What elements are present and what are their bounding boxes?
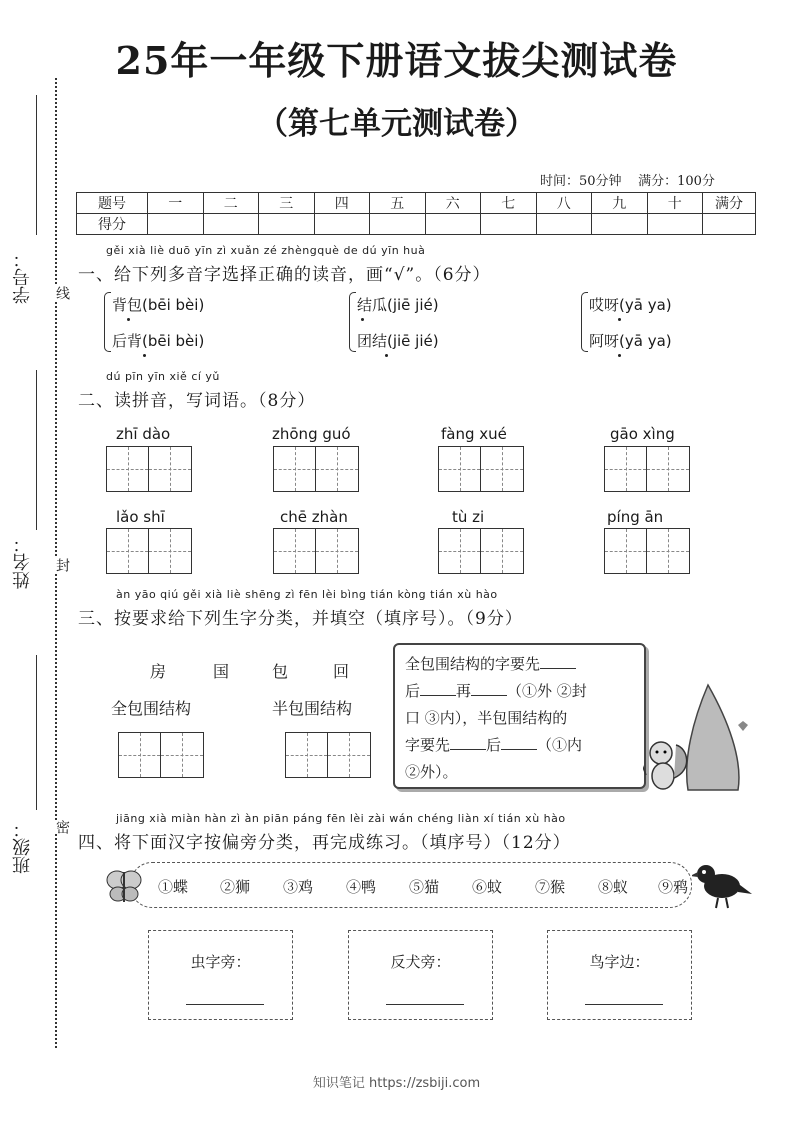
pinyin-word: chē zhàn	[280, 508, 348, 526]
table-cell: 一	[148, 193, 204, 214]
table-cell: 十	[647, 193, 703, 214]
xuehao-line	[36, 95, 37, 235]
fill-text: 全包围结构的字要先	[405, 655, 541, 673]
category-box-bird	[547, 930, 692, 1020]
tree-squirrel-illustration	[643, 680, 753, 800]
writing-grid[interactable]	[604, 446, 690, 492]
label-full-enclosure: 全包围结构	[111, 699, 192, 718]
page-title: 25年一年级下册语文拔尖测试卷	[115, 38, 678, 83]
writing-grid[interactable]	[106, 528, 192, 574]
q3-pinyin: àn yāo qiú gěi xià liè shēng zì fēn lèi bìng tián kòng tián xù hào	[116, 588, 498, 601]
q2-title: 二、读拼音，写词语。（8分）	[78, 391, 316, 411]
q1-group-1	[112, 287, 204, 359]
score-input-cell[interactable]	[703, 214, 756, 235]
polyphone-item[interactable]: 背包(bēi bèi)	[112, 296, 205, 314]
emphasis-dot	[143, 354, 146, 357]
seal-xian: 线	[54, 286, 70, 300]
char-item: ③鸡	[283, 878, 314, 896]
banji-label: 班级：	[12, 820, 33, 874]
score-table-header-row	[77, 193, 756, 214]
blank-input[interactable]	[420, 679, 456, 696]
char-item: ⑦猴	[535, 878, 566, 896]
blank-input[interactable]	[540, 652, 576, 669]
q3-char: 包	[272, 662, 289, 681]
writing-grid[interactable]	[273, 528, 359, 574]
xingming-label: 姓名：	[12, 535, 33, 589]
polyphone-item[interactable]: 后背(bēi bèi)	[112, 332, 205, 350]
pinyin-word: tù zi	[452, 508, 485, 526]
q1-pinyin: gěi xià liè duō yīn zì xuǎn zé zhèngquè de dú yīn huà	[106, 244, 426, 257]
q1-group-2	[357, 287, 439, 359]
score-input-cell[interactable]	[536, 214, 592, 235]
q1-brace	[349, 292, 356, 352]
emphasis-dot	[618, 354, 621, 357]
q4-title: 四、将下面汉字按偏旁分类，再完成练习。（填序号）（12分）	[78, 833, 571, 853]
table-cell: 得分	[77, 214, 148, 235]
pinyin-word: lǎo shī	[116, 508, 165, 526]
q3-title: 三、按要求给下列生字分类，并填空（填序号）。（9分）	[78, 609, 523, 629]
seal-feng: 封	[54, 558, 70, 572]
writing-grid[interactable]	[438, 528, 524, 574]
fill-text: （①内	[537, 736, 583, 754]
emphasis-dot	[618, 318, 621, 321]
char-item: ④鸭	[346, 878, 377, 896]
pinyin-word: zhōng guó	[272, 425, 351, 443]
pinyin-word: zhī dào	[116, 425, 171, 443]
table-cell: 六	[425, 193, 481, 214]
score-input-cell[interactable]	[647, 214, 703, 235]
fill-text: 后	[486, 736, 502, 754]
fill-text: ②外）。	[405, 763, 458, 781]
table-cell: 题号	[77, 193, 148, 214]
char-item: ⑤猫	[409, 878, 440, 896]
banji-line	[36, 655, 37, 810]
q1-brace	[581, 292, 588, 352]
fill-text: 再	[456, 682, 472, 700]
answer-line[interactable]	[585, 1004, 663, 1005]
table-cell: 三	[259, 193, 315, 214]
blank-input[interactable]	[501, 733, 537, 750]
q3-char: 国	[213, 662, 230, 681]
answer-line[interactable]	[186, 1004, 264, 1005]
fill-text: 后	[405, 682, 421, 700]
fill-text: 口 ③内），半包围结构的	[405, 709, 568, 727]
polyphone-item[interactable]: 阿呀(yā ya)	[589, 332, 672, 350]
table-cell: 七	[481, 193, 537, 214]
category-box-insect	[148, 930, 293, 1020]
score-input-cell[interactable]	[259, 214, 315, 235]
pinyin-word: píng ān	[607, 508, 664, 526]
xuehao-label: 学号：	[12, 250, 33, 304]
char-item: ⑧蚁	[598, 878, 629, 896]
char-item: ⑨鸦	[658, 878, 689, 896]
fill-text: （①外 ②封	[507, 682, 587, 700]
emphasis-dot	[361, 318, 364, 321]
time-info: 时间：50分钟 满分：100分	[540, 174, 715, 189]
blank-input[interactable]	[471, 679, 507, 696]
answer-line[interactable]	[386, 1004, 464, 1005]
writing-grid[interactable]	[604, 528, 690, 574]
score-table	[76, 192, 756, 235]
polyphone-item[interactable]: 团结(jiē jié)	[357, 332, 439, 350]
polyphone-item[interactable]: 哎呀(yā ya)	[589, 296, 672, 314]
fill-text: 字要先	[405, 736, 451, 754]
score-input-cell[interactable]	[148, 214, 204, 235]
writing-grid[interactable]	[106, 446, 192, 492]
char-item: ②狮	[220, 878, 251, 896]
q1-group-3	[589, 287, 672, 359]
polyphone-item[interactable]: 结瓜(jiē jié)	[357, 296, 439, 314]
category-label: 虫字旁：	[190, 953, 251, 971]
char-item: ⑥蚊	[472, 878, 503, 896]
fill-blank-box	[393, 643, 646, 789]
crow-icon	[692, 856, 754, 910]
q4-pinyin: jiāng xià miàn hàn zì àn piān páng fēn lèi zài wán chéng liàn xí tián xù hào	[116, 812, 566, 825]
footer-watermark: 知识笔记 https://zsbiji.com	[312, 1076, 481, 1091]
char-item: ①蝶	[158, 878, 189, 896]
pinyin-word: fàng xué	[441, 425, 507, 443]
emphasis-dot	[127, 318, 130, 321]
writing-grid[interactable]	[273, 446, 359, 492]
score-input-cell[interactable]	[370, 214, 426, 235]
label-half-enclosure: 半包围结构	[272, 699, 353, 718]
emphasis-dot	[385, 354, 388, 357]
pinyin-word: gāo xìng	[610, 425, 675, 443]
score-input-cell[interactable]	[425, 214, 481, 235]
table-cell: 二	[203, 193, 259, 214]
q3-char: 回	[333, 662, 350, 681]
q1-brace	[104, 292, 111, 352]
xingming-line	[36, 370, 37, 530]
score-input-cell[interactable]	[592, 214, 648, 235]
page-subtitle: （第七单元测试卷）	[257, 106, 536, 142]
table-cell: 五	[370, 193, 426, 214]
category-label: 反犬旁：	[390, 953, 451, 971]
table-cell: 四	[314, 193, 370, 214]
score-table-score-row	[77, 214, 756, 235]
category-box-dog	[348, 930, 493, 1020]
q3-char: 房	[150, 662, 167, 681]
score-input-cell[interactable]	[314, 214, 370, 235]
table-cell: 八	[536, 193, 592, 214]
butterfly-icon	[104, 866, 144, 906]
writing-grid[interactable]	[438, 446, 524, 492]
answer-grid-half[interactable]	[285, 732, 371, 778]
q1-title: 一、给下列多音字选择正确的读音，画“√”。（6分）	[78, 265, 491, 285]
score-input-cell[interactable]	[481, 214, 537, 235]
q2-pinyin: dú pīn yīn xiě cí yǔ	[106, 370, 220, 383]
table-cell: 满分	[703, 193, 756, 214]
blank-input[interactable]	[450, 733, 486, 750]
answer-grid-full[interactable]	[118, 732, 204, 778]
category-label: 鸟字边：	[589, 953, 650, 971]
score-input-cell[interactable]	[203, 214, 259, 235]
table-cell: 九	[592, 193, 648, 214]
seal-mi: 密	[54, 820, 70, 834]
